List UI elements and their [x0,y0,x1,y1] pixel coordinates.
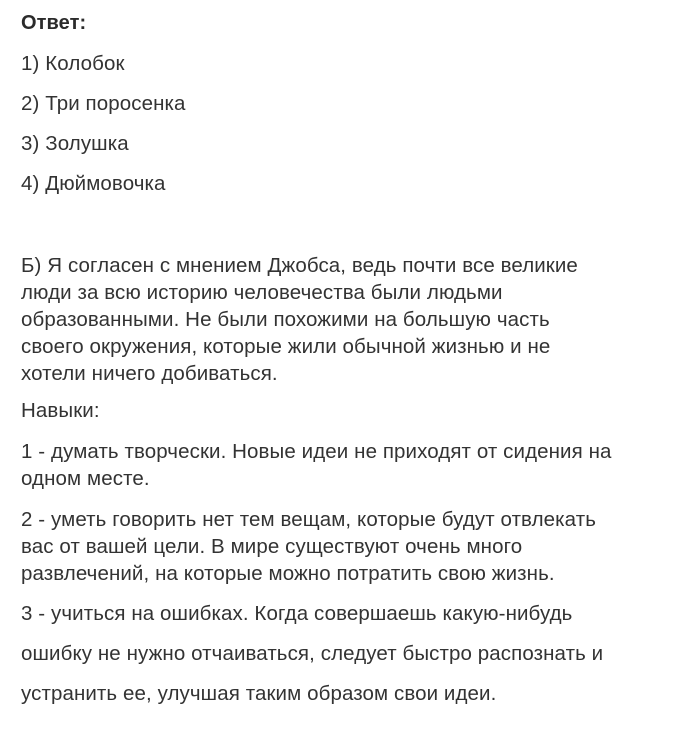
part-b-line-1: Б) Я согласен с мнением Джобса, ведь почти все великие [21,254,578,277]
skill-1-line-2: одном месте. [21,467,150,490]
part-b-line-5: хотели ничего добиваться. [21,362,278,385]
answer-item-2: 2) Три поросенка [21,92,186,115]
skill-3-line-2: ошибку не нужно отчаиваться, следует быстро распознать и [21,642,604,665]
answer-heading: Ответ: [21,12,87,34]
part-b-line-2: люди за всю историю человечества были людьми [21,281,503,304]
part-b-line-3: образованными. Не были похожими на большую часть [21,308,550,331]
part-b-line-4: своего окружения, которые жили обычной жизнью и не [21,335,551,358]
skill-3-line-1: 3 - учиться на ошибках. Когда совершаешь какую-нибудь [21,602,573,625]
skills-heading: Навыки: [21,399,100,422]
skill-1-line-1: 1 - думать творчески. Новые идеи не приходят от сидения на [21,440,612,463]
answer-item-4: 4) Дюймовочка [21,172,166,195]
answer-item-3: 3) Золушка [21,132,129,155]
skill-2-line-1: 2 - уметь говорить нет тем вещам, которые будут отвлекать [21,508,596,531]
skill-2-line-3: развлечений, на которые можно потратить свою жизнь. [21,562,555,585]
skill-3-line-3: устранить ее, улучшая таким образом свои идеи. [21,682,497,705]
answer-item-1: 1) Колобок [21,52,125,75]
skill-2-line-2: вас от вашей цели. В мире существуют очень много [21,535,523,558]
